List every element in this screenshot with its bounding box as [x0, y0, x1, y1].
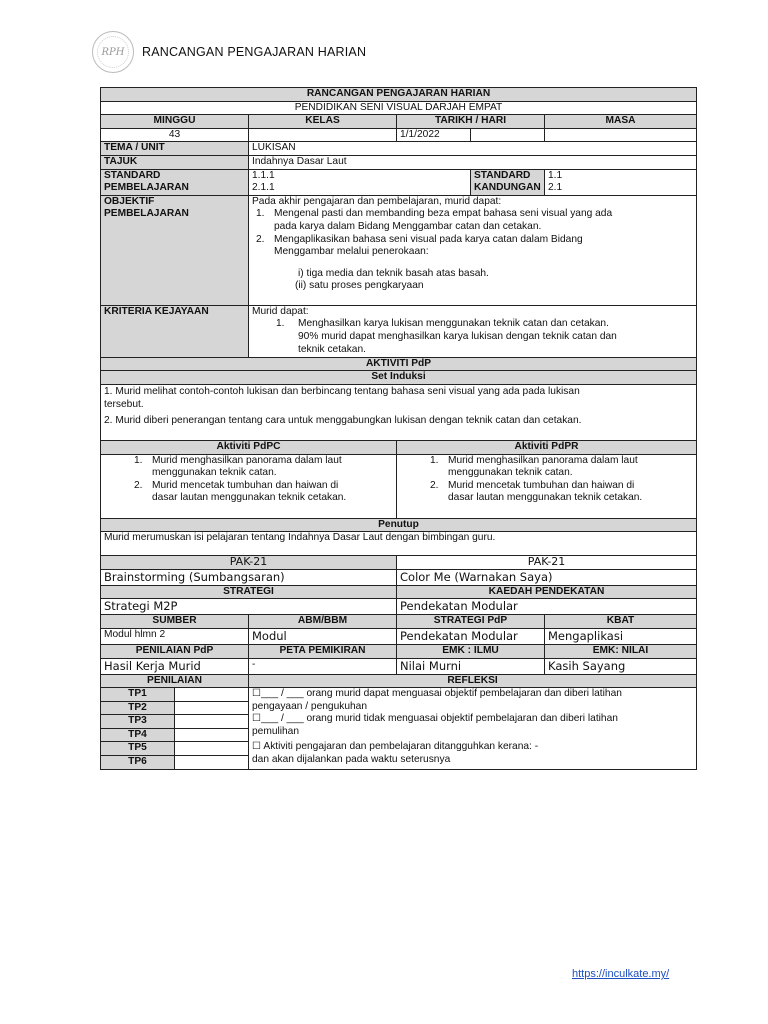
strategi-row: [101, 599, 697, 615]
sp-value-line: 2.1.1: [252, 182, 275, 194]
pdp-header-row: [101, 440, 697, 454]
objektif-label-line: OBJEKTIF: [104, 195, 155, 207]
tp1-value: [175, 688, 249, 702]
sumber-header: SUMBER: [101, 615, 249, 629]
item-line: dasar lautan menggunakan teknik cetakan.: [152, 492, 347, 504]
kriteria-content: [249, 305, 697, 357]
item-number: 1.: [430, 454, 439, 466]
strategi-value: Strategi M2P: [101, 599, 397, 615]
pak21-right: Color Me (Warnakan Saya): [397, 569, 697, 585]
kelas-header: KELAS: [249, 115, 397, 129]
sp-label-line: PEMBELAJARAN: [104, 182, 189, 194]
kaedah-header: KAEDAH PENDEKATAN: [397, 585, 697, 599]
minggu-header: MINGGU: [101, 115, 249, 129]
list-item: [426, 480, 693, 505]
set-induksi-header: Set Induksi: [101, 371, 697, 385]
tp3-label: TP3: [101, 715, 175, 729]
sk-value-line: 1.1: [548, 169, 563, 181]
set-induksi-row: [101, 384, 697, 440]
tema-value: LUKISAN: [249, 142, 697, 156]
list-item: [252, 234, 693, 259]
header-title: RANCANGAN PENGAJARAN HARIAN: [142, 45, 367, 59]
masa-value: [545, 128, 697, 142]
item-line: menggunakan teknik catan.: [152, 467, 277, 479]
kaedah-value: Pendekatan Modular: [397, 599, 697, 615]
set-induksi-header-row: [101, 371, 697, 385]
abm-header: ABM/BBM: [249, 615, 397, 629]
sumber-row: [101, 628, 697, 644]
kriteria-row: [101, 305, 697, 357]
strategi-pdp-value: Pendekatan Modular: [397, 628, 545, 644]
item-line: menggunakan teknik catan.: [448, 467, 573, 479]
pdp-content-row: [101, 454, 697, 518]
refleksi-line: pemulihan: [252, 725, 300, 737]
sp-value: [249, 169, 471, 195]
tp6-label: TP6: [101, 756, 175, 770]
set-induksi-line: tersebut.: [104, 398, 144, 410]
tarikh-header: TARIKH / HARI: [397, 115, 545, 129]
objektif-content: [249, 195, 697, 305]
list-item: [130, 480, 393, 505]
item-line: Mengenal pasti dan membanding beza empat bahasa seni visual yang ada: [274, 208, 613, 220]
penilaian-pdp-row: [101, 658, 697, 674]
penilaian-pdp-header-row: [101, 644, 697, 658]
pak21-row: [101, 569, 697, 585]
penutup-header: Penutup: [101, 518, 697, 532]
masa-header: MASA: [545, 115, 697, 129]
sk-label-line: KANDUNGAN: [474, 182, 541, 194]
objektif-sub: i) tiga media dan teknik basah atas basah.: [298, 267, 489, 279]
tp1-label: TP1: [101, 688, 175, 702]
sumber-header-row: [101, 615, 697, 629]
tajuk-value: Indahnya Dasar Laut: [249, 155, 697, 169]
tajuk-row: [101, 155, 697, 169]
tp6-value: [175, 756, 249, 770]
info-header-row: [101, 115, 697, 129]
title-row: [101, 88, 697, 102]
item-number: 1.: [276, 318, 285, 330]
sk-value-line: 2.1: [548, 182, 563, 194]
refleksi-line: dan akan dijalankan pada waktu seterusnya: [252, 754, 451, 766]
strategi-pdp-header: STRATEGI PdP: [397, 615, 545, 629]
tema-label: TEMA / UNIT: [101, 142, 249, 156]
objektif-label: [101, 195, 249, 305]
item-line: Murid menghasilkan panorama dalam laut: [152, 454, 342, 466]
pdpr-header: Aktiviti PdPR: [397, 440, 697, 454]
kbat-header: KBAT: [545, 615, 697, 629]
refleksi-line: pengayaan / pengukuhan: [252, 700, 367, 712]
subject-name: PENDIDIKAN SENI VISUAL DARJAH EMPAT: [101, 101, 697, 115]
set-induksi-content: [101, 384, 697, 440]
tajuk-label: TAJUK: [101, 155, 249, 169]
objektif-list: [252, 208, 693, 258]
subject-row: [101, 101, 697, 115]
item-line: Menggambar melalui penerokaan:: [274, 246, 429, 258]
set-induksi-line: 1. Murid melihat contoh-contoh lukisan dan berbincang tentang bahasa seni visual yang ada pada lukisan: [104, 385, 580, 397]
refleksi-line[interactable]: ☐___ / ___ orang murid dapat menguasai objektif pembelajaran dan diberi latihan: [252, 688, 622, 700]
strategi-header: STRATEGI: [101, 585, 397, 599]
table-title: RANCANGAN PENGAJARAN HARIAN: [101, 88, 697, 102]
kriteria-intro: Murid dapat:: [252, 305, 309, 317]
objektif-row: [101, 195, 697, 305]
peta-value: -: [249, 658, 397, 674]
item-line: dasar lautan menggunakan teknik cetakan.: [448, 492, 643, 504]
tarikh-value: 1/1/2022: [397, 128, 471, 142]
penutup-content: Murid merumuskan isi pelajaran tentang Indahnya Dasar Laut dengan bimbingan guru.: [101, 532, 697, 556]
minggu-value: 43: [101, 128, 249, 142]
objektif-label-line: PEMBELAJARAN: [104, 208, 189, 220]
strategi-header-row: [101, 585, 697, 599]
objektif-intro: Pada akhir pengajaran dan pembelajaran, murid dapat:: [252, 195, 502, 207]
item-line: Murid menghasilkan panorama dalam laut: [448, 454, 638, 466]
tp2-label: TP2: [101, 701, 175, 715]
sp-value-line: 1.1.1: [252, 169, 275, 181]
hari-value: [471, 128, 545, 142]
logo-mark: RPH: [97, 36, 129, 68]
pak21-header-right: PAK-21: [397, 556, 697, 570]
item-line: 90% murid dapat menghasilkan karya lukisan dengan teknik catan dan: [298, 330, 617, 342]
tp3-value: [175, 715, 249, 729]
peta-header: PETA PEMIKIRAN: [249, 644, 397, 658]
pak21-left: Brainstorming (Sumbangsaran): [101, 569, 397, 585]
emk-ilmu-value: Nilai Murni: [397, 658, 545, 674]
refleksi-line[interactable]: ☐___ / ___ orang murid tidak menguasai objektif pembelajaran dan diberi latihan: [252, 713, 618, 725]
kelas-value: [249, 128, 397, 142]
pdpr-content: [397, 454, 697, 518]
refleksi-line[interactable]: ☐ Aktiviti pengajaran dan pembelajaran ditangguhkan kerana: -: [252, 741, 539, 753]
footer-link[interactable]: https://inculkate.my/: [572, 968, 670, 980]
item-number: 1.: [256, 208, 265, 220]
sp-label: [101, 169, 249, 195]
pdpc-list: [104, 455, 393, 505]
sk-value: [545, 169, 697, 195]
item-line: teknik cetakan.: [298, 343, 366, 355]
pak21-header-row: [101, 556, 697, 570]
pak21-header-left: PAK-21: [101, 556, 397, 570]
tp-row: [101, 688, 697, 702]
penilaian-pdp-header: PENILAIAN PdP: [101, 644, 249, 658]
aktiviti-header-row: [101, 357, 697, 371]
info-value-row: [101, 128, 697, 142]
tp2-value: [175, 701, 249, 715]
item-number: 2.: [134, 479, 143, 491]
rph-table: [100, 87, 697, 770]
objektif-sub: (ii) satu proses pengkaryaan: [295, 280, 424, 292]
refleksi-header: REFLEKSI: [249, 674, 697, 688]
penilaian-header: PENILAIAN: [101, 674, 249, 688]
tp5-value: [175, 742, 249, 756]
item-line: Mengaplikasikan bahasa seni visual pada karya catan dalam Bidang: [274, 233, 583, 245]
tp4-value: [175, 728, 249, 742]
pdpr-list: [400, 455, 693, 505]
abm-value: Modul: [249, 628, 397, 644]
penutup-row: [101, 532, 697, 556]
refleksi-content: [249, 688, 697, 770]
standard-row: [101, 169, 697, 195]
list-item: [252, 208, 693, 233]
kbat-value: Mengaplikasi: [545, 628, 697, 644]
tema-row: [101, 142, 697, 156]
kriteria-item: [252, 318, 693, 356]
emk-nilai-value: Kasih Sayang: [545, 658, 697, 674]
sp-label-line: STANDARD: [104, 169, 161, 181]
item-line: Murid mencetak tumbuhan dan haiwan di: [448, 479, 635, 491]
item-line: Menghasilkan karya lukisan menggunakan teknik catan dan cetakan.: [298, 318, 609, 330]
sk-label-line: STANDARD: [474, 169, 531, 181]
item-number: 2.: [430, 479, 439, 491]
penilaian-header-row: [101, 674, 697, 688]
kriteria-label: KRITERIA KEJAYAAN: [101, 305, 249, 357]
item-number: 2.: [256, 233, 265, 245]
set-induksi-line: 2. Murid diberi penerangan tentang cara untuk menggabungkan lukisan dengan teknik catan dan cetakan.: [104, 415, 582, 427]
list-item: [130, 455, 393, 480]
emk-ilmu-header: EMK : ILMU: [397, 644, 545, 658]
aktiviti-header: AKTIVITI PdP: [101, 357, 697, 371]
list-item: [426, 455, 693, 480]
sumber-value: Modul hlmn 2: [101, 628, 249, 644]
sk-label: [471, 169, 545, 195]
logo-icon: [92, 31, 134, 73]
emk-nilai-header: EMK: NILAI: [545, 644, 697, 658]
penutup-header-row: [101, 518, 697, 532]
item-line: pada karya dalam Bidang Menggambar catan dan cetakan.: [274, 220, 542, 232]
tp4-label: TP4: [101, 728, 175, 742]
pdpc-content: [101, 454, 397, 518]
pdpc-header: Aktiviti PdPC: [101, 440, 397, 454]
item-line: Murid mencetak tumbuhan dan haiwan di: [152, 479, 339, 491]
page-header: [92, 30, 366, 74]
item-number: 1.: [134, 454, 143, 466]
tp5-label: TP5: [101, 742, 175, 756]
penilaian-pdp-value: Hasil Kerja Murid: [101, 658, 249, 674]
